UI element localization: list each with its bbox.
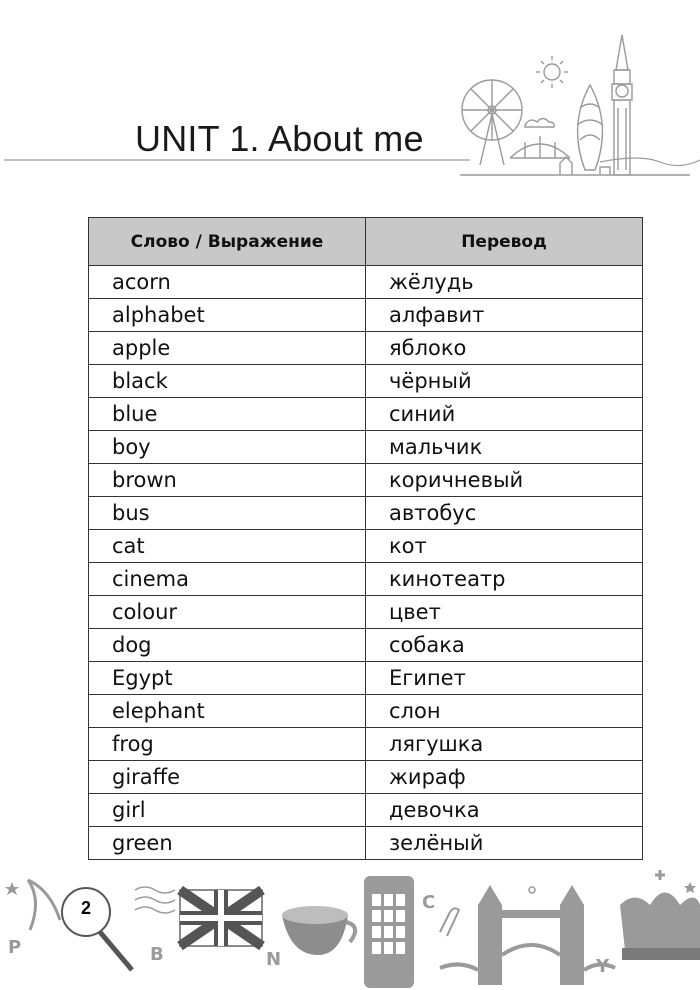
table-row xyxy=(89,464,643,497)
word-cell: green xyxy=(89,827,366,860)
table-row xyxy=(89,497,643,530)
gherkin-tower-icon xyxy=(577,85,603,170)
word-cell: black xyxy=(89,365,366,398)
translation-cell: синий xyxy=(366,398,643,431)
word-cell: boy xyxy=(89,431,366,464)
table-row xyxy=(89,398,643,431)
paperclip-icon xyxy=(440,908,459,936)
london-skyline-illustration xyxy=(450,30,700,180)
page-number: 2 xyxy=(80,898,91,918)
table-row xyxy=(89,596,643,629)
word-cell: Egypt xyxy=(89,662,366,695)
ferris-wheel-icon xyxy=(462,80,522,165)
star-icon xyxy=(5,882,19,895)
column-header-translation: Перевод xyxy=(366,218,643,266)
word-cell: frog xyxy=(89,728,366,761)
table-row xyxy=(89,761,643,794)
word-cell: giraffe xyxy=(89,761,366,794)
postmark-icon xyxy=(135,887,175,913)
umbrella-icon xyxy=(28,880,60,930)
word-cell: bus xyxy=(89,497,366,530)
word-cell: brown xyxy=(89,464,366,497)
table-row xyxy=(89,365,643,398)
footer-letter-p: P xyxy=(8,937,22,958)
translation-cell: автобус xyxy=(366,497,643,530)
translation-cell: Египет xyxy=(366,662,643,695)
teacup-icon xyxy=(282,906,355,955)
table-row xyxy=(89,629,643,662)
tower-bridge-icon xyxy=(440,885,615,985)
translation-cell: чёрный xyxy=(366,365,643,398)
table-row xyxy=(89,662,643,695)
translation-cell: зелёный xyxy=(366,827,643,860)
translation-cell: коричневый xyxy=(366,464,643,497)
translation-cell: девочка xyxy=(366,794,643,827)
word-cell: apple xyxy=(89,332,366,365)
word-cell: elephant xyxy=(89,695,366,728)
crown-icon xyxy=(620,870,700,960)
table-row xyxy=(89,827,643,860)
ring-icon xyxy=(529,887,535,893)
translation-cell: кот xyxy=(366,530,643,563)
word-cell: cat xyxy=(89,530,366,563)
table-row xyxy=(89,530,643,563)
translation-cell: жираф xyxy=(366,761,643,794)
table-row xyxy=(89,563,643,596)
translation-cell: кинотеатр xyxy=(366,563,643,596)
footer-letter-b: B xyxy=(150,944,164,965)
word-cell: alphabet xyxy=(89,299,366,332)
table-row xyxy=(89,266,643,299)
translation-cell: мальчик xyxy=(366,431,643,464)
word-cell: cinema xyxy=(89,563,366,596)
star-icon xyxy=(684,882,696,893)
footer-letter-n: N xyxy=(266,949,282,970)
translation-cell: жёлудь xyxy=(366,266,643,299)
table-row xyxy=(89,332,643,365)
word-cell: colour xyxy=(89,596,366,629)
word-cell: girl xyxy=(89,794,366,827)
word-cell: blue xyxy=(89,398,366,431)
word-cell: dog xyxy=(89,629,366,662)
sun-icon xyxy=(536,56,568,88)
table-header-row xyxy=(89,218,643,266)
word-cell: acorn xyxy=(89,266,366,299)
vocabulary-table xyxy=(88,217,643,860)
translation-cell: собака xyxy=(366,629,643,662)
table-row xyxy=(89,299,643,332)
translation-cell: алфавит xyxy=(366,299,643,332)
translation-cell: цвет xyxy=(366,596,643,629)
table-row xyxy=(89,695,643,728)
translation-cell: лягушка xyxy=(366,728,643,761)
footer-letter-y: Y xyxy=(596,956,610,977)
big-ben-icon xyxy=(612,35,632,175)
footer-decoration xyxy=(0,860,700,990)
column-header-word: Слово / Выражение xyxy=(89,218,366,266)
table-row xyxy=(89,431,643,464)
translation-cell: слон xyxy=(366,695,643,728)
uk-flag-icon xyxy=(180,890,262,946)
table-row xyxy=(89,794,643,827)
phone-booth-icon xyxy=(364,876,414,988)
footer-letter-c: C xyxy=(422,892,436,913)
translation-cell: яблоко xyxy=(366,332,643,365)
page-title: UNIT 1. About me xyxy=(135,118,424,159)
table-row xyxy=(89,728,643,761)
